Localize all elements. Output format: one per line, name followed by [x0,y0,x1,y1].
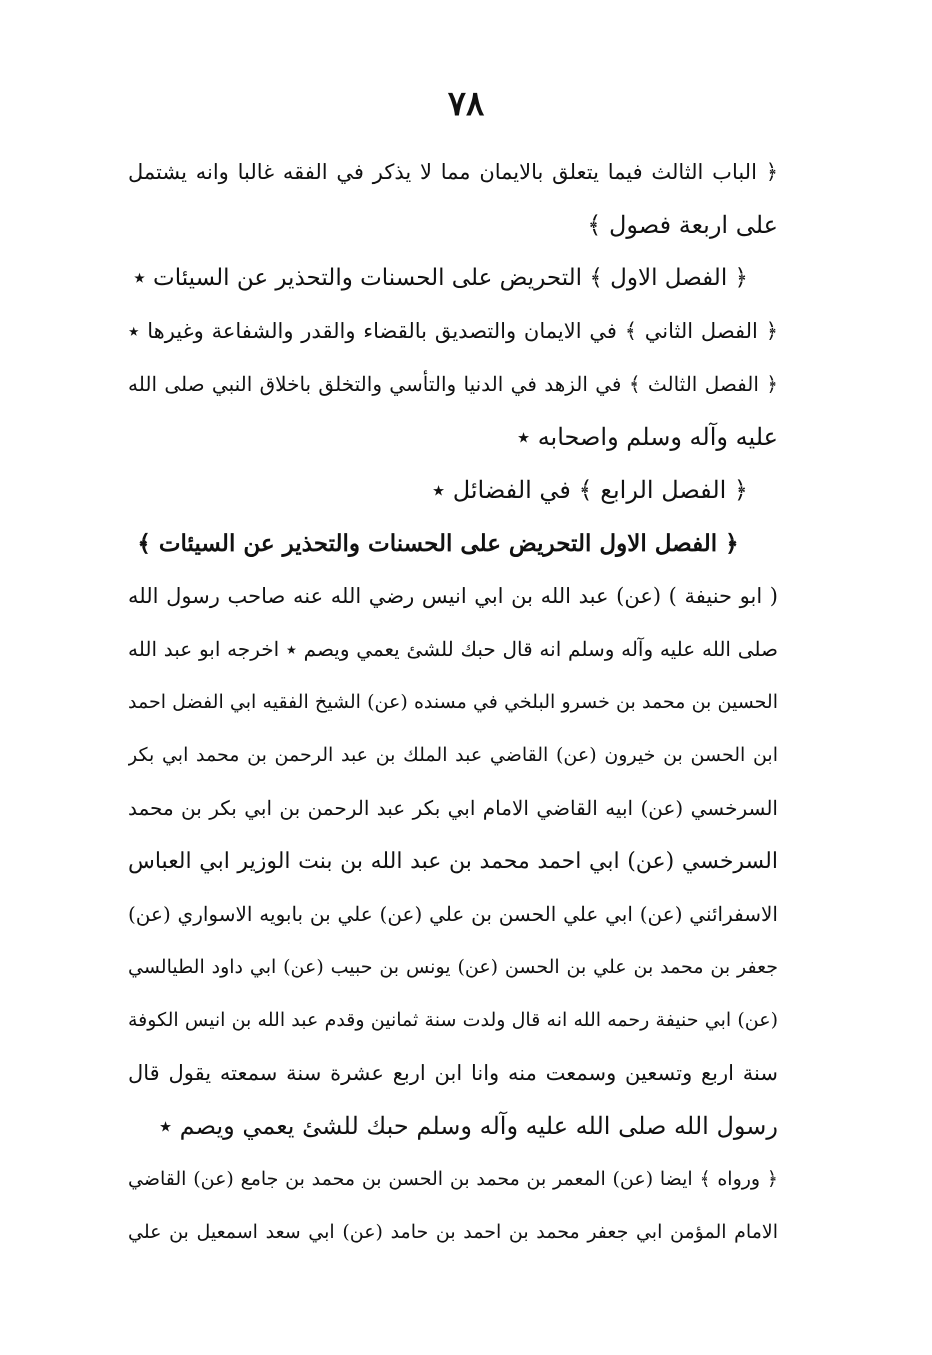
text-line: ابن الحسن بن خيرون (عن) القاضي عبد الملك بن عبد الرحمن بن محمد ابي بكر [128,744,778,766]
text-line: ﴿ ورواه ﴾ ايضا (عن) المعمر بن محمد بن الحسن بن محمد بن جامع (عن) القاضي [128,1168,778,1190]
page-number: ٧٨ [447,84,485,124]
text-line: رسول الله صلى الله عليه وآله وسلم حبك للشئ يعمي ويصم ٭ [158,1112,778,1140]
text-line: جعفر بن محمد بن علي بن الحسن (عن) يونس بن حبيب (عن) ابي داود الطيالسي [128,956,778,978]
text-line: ﴿ الفصل الرابع ﴾ في الفضائل ٭ [431,476,748,504]
section-heading: ﴿ الفصل الاول التحريض على الحسنات والتحذير عن السيئات ﴾ [137,530,739,557]
text-line: (عن) ابي حنيفة رحمه الله انه قال ولدت سنة ثمانين وقدم عبد الله بن انيس الكوفة [128,1009,778,1031]
text-line: السرخسي (عن) ابي احمد محمد بن عبد الله بن بنت الوزير ابي العباس [128,849,778,874]
text-line: السرخسي (عن) ابيه القاضي الامام ابي بكر عبد الرحمن بن ابي بكر بن محمد [128,796,778,820]
text-line: الحسين بن محمد بن خسرو البلخي في مسنده (عن) الشيخ الفقيه ابي الفضل احمد [128,691,778,713]
text-line: الاسفرائني (عن) ابي علي الحسن بن علي (عن) علي بن بابويه الاسواري (عن) [128,902,778,926]
text-line: صلى الله عليه وآله وسلم انه قال حبك للشئ يعمي ويصم ٭ اخرجه ابو عبد الله [128,637,778,661]
text-line: ﴿ الباب الثالث فيما يتعلق بالايمان مما لا يذكر في الفقه غالبا وانه يشتمل [128,160,778,184]
text-line: ( ابو حنيفة ) (عن) عبد الله بن ابي انيس رضي الله عنه صاحب رسول الله [128,584,778,608]
text-line: سنة اربع وتسعين وسمعت منه وانا ابن اربع عشرة سنة سمعته يقول قال [128,1061,778,1085]
text-line: ﴿ الفصل الاول ﴾ التحريض على الحسنات والتحذير عن السيئات ٭ [133,265,748,291]
text-line: على اربعة فصول ﴾ [587,211,778,239]
text-line: عليه وآله وسلم واصحابه ٭ [516,423,778,451]
text-line: الامام المؤمن ابي جعفر محمد بن احمد بن حامد (عن) ابي سعد اسمعيل بن علي [128,1221,778,1243]
text-line: ﴿ الفصل الثاني ﴾ في الايمان والتصديق بالقضاء والقدر والشفاعة وغيرها ٭ [128,319,778,343]
body-text [128,146,778,1259]
text-line: ﴿ الفصل الثالث ﴾ في الزهد في الدنيا والتأسي والتخلق باخلاق النبي صلى الله [128,372,778,396]
